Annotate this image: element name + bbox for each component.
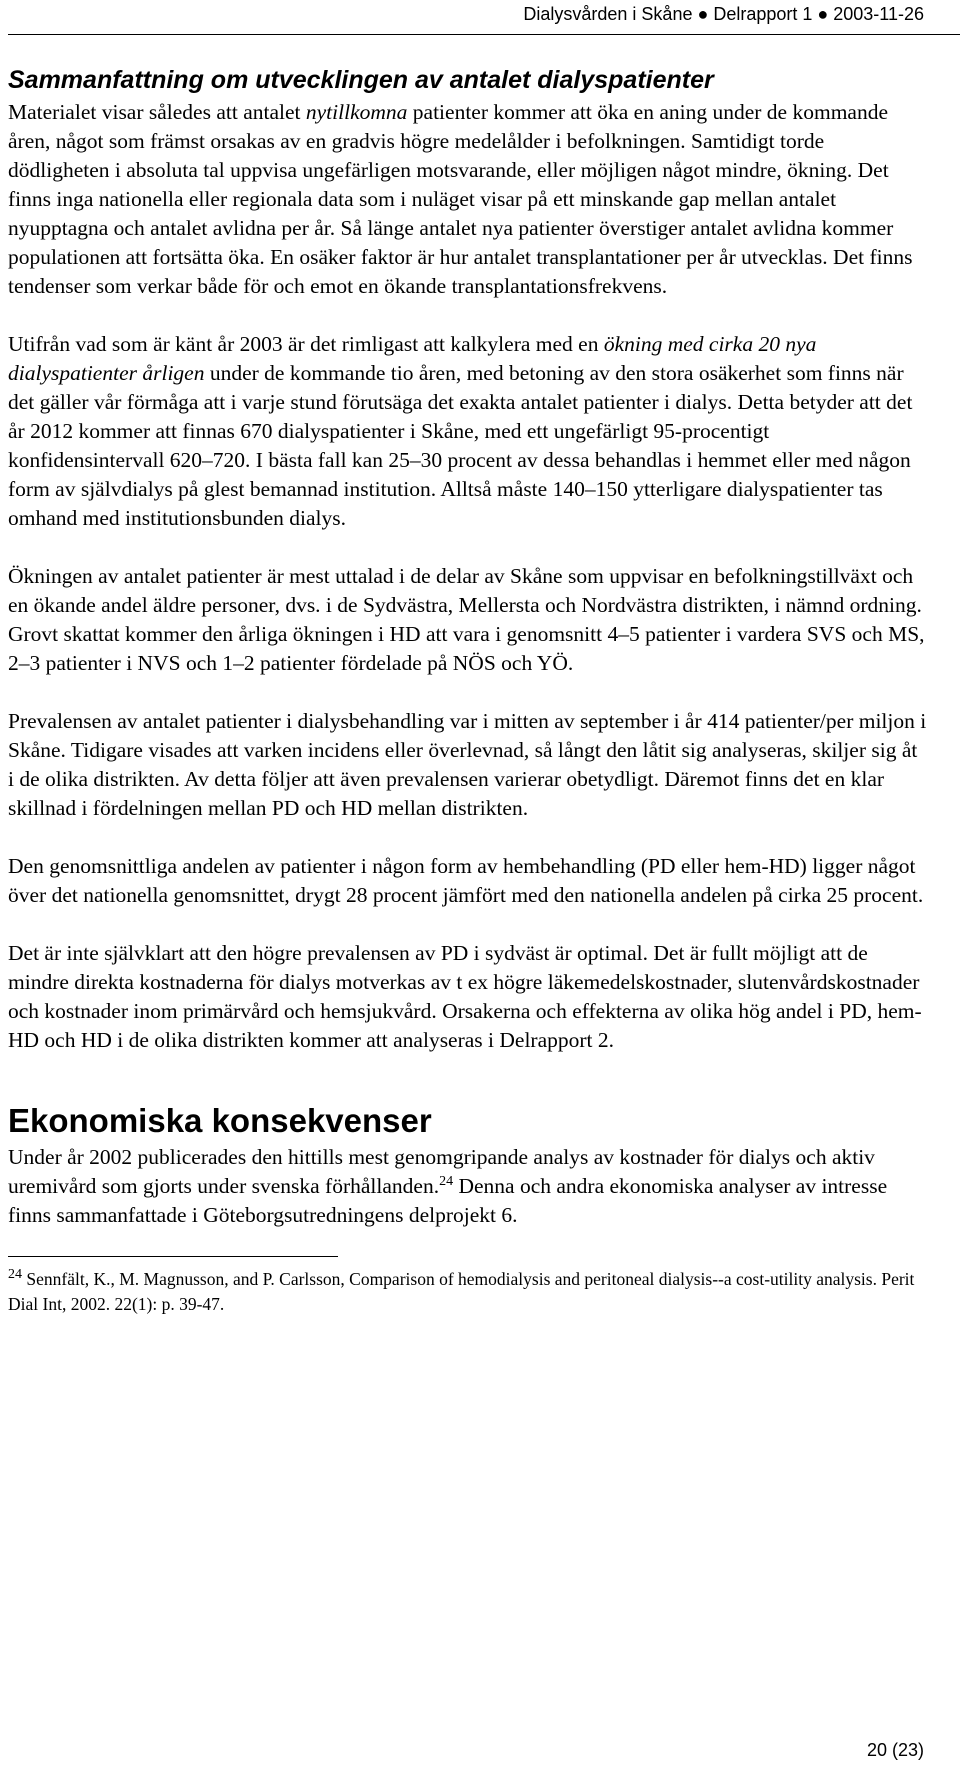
page-number: 20 (23) (866, 1740, 924, 1760)
paragraph-6: Det är inte självklart att den högre prevalensen av PD i sydväst är optimal. Det är fullt möjligt att de mindre direkta kostnaderna för dialys motverkas av t ex högre läkemedelskostnader, slutenvårdskostnader och kostnader inom primärvård och hemsjukvård. Orsakerna och effekterna av olika hög andel i PD, hem-HD och HD i de olika distrikten kommer att analyseras i Delrapport 2. (8, 941, 922, 1052)
paragraph-5: Den genomsnittliga andelen av patienter i någon form av hembehandling (PD eller hem-HD) ligger något över det nationella genomsnittet, drygt 28 procent jämfört med den nationella andelen på cirka 25 procent. (8, 854, 924, 907)
chapter-paragraph-1-text-b: Denna och andra ekonomiska analyser av intresse finns sammanfattade i Göteborgsutredningens delprojekt 6. (8, 1174, 888, 1227)
paragraph-2-emphasis: ökning med cirka 20 nya dialyspatienter årligen (8, 332, 817, 385)
footnote-text: Sennfält, K., M. Magnusson, and P. Carlsson, Comparison of hemodialysis and peritoneal dialysis--a cost-utility analysis. Perit Dial Int, 2002. 22(1): p. 39-47. (8, 1269, 915, 1314)
paragraph-2-text-c: under de kommande tio åren, med betoning av den stora osäkerhet som finns när det gäller vår förmåga att i varje stund förutsäga det exakta antalet patienter i dialys. Detta betyder att det år 2012 kommer att finnas 670 dialyspatienter i Skåne, med ett ungefärligt 95-procentigt konfidensintervall 620–720. I bästa fall kan 25–30 procent av dessa behandlas i hemmet eller med någon form av självdialys på glest bemannad institution. Alltså måste 140–150 ytterligare dialyspatienter tas omhand med institutionsbunden dialys. (8, 361, 913, 530)
paragraph-1-text-a: Materialet visar således att antalet (8, 100, 306, 124)
footnote-number: 24 (8, 1267, 22, 1283)
paragraph-2 (8, 330, 928, 533)
paragraph-2-text-a: Utifrån vad som är känt år 2003 är det rimligast att kalkylera med en (8, 332, 604, 356)
paragraph-1 (8, 98, 928, 301)
running-header: Dialysvården i Skåne ● Delrapport 1 ● 2003-11-26 (523, 4, 924, 24)
section-heading: Sammanfattning om utvecklingen av antalet dialyspatienter (8, 66, 714, 94)
paragraph-3: Ökningen av antalet patienter är mest uttalad i de delar av Skåne som uppvisar en befolkningstillväxt och en ökande andel äldre personer, dvs. i de Sydvästra, Mellersta och Nordvästra distrikten, i nämnd ordning. Grovt skattat kommer den årliga ökningen i HD att vara i genomsnitt 4–5 patienter i vardera SVS och MS, 2–3 patienter i NVS och 1–2 patienter fördelade på NÖS och YÖ. (8, 564, 925, 675)
paragraph-1-text-c: patienter kommer att öka en aning under de kommande åren, något som främst orsakas av en gradvis högre medelålder i befolkningen. Samtidigt torde dödligheten i absoluta tal uppvisa ungefärligen motsvarande, eller möjligen något mindre, ökning. Det finns inga nationella eller regionala data som i nuläget visar på ett minskande gap mellan antalet nyupptagna och antalet avlidna per år. Så länge antalet nya patienter överstiger antalet avlidna kommer populationen att fortsätta öka. En osäker faktor är hur antalet transplantationer per år utvecklas. Det finns tendenser som verkar både för och emot en ökande transplantationsfrekvens. (8, 100, 913, 298)
footnote-rule (8, 1256, 338, 1257)
paragraph-4: Prevalensen av antalet patienter i dialysbehandling var i mitten av september i år 414 patienter/per miljon i Skåne. Tidigare visades att varken incidens eller överlevnad, så långt den låtit sig analyseras, skiljer sig åt i de olika distrikten. Av detta följer att även prevalensen varierar obetydligt. Däremot finns det en klar skillnad i fördelningen mellan PD och HD mellan distrikten. (8, 709, 927, 820)
chapter-paragraph-1 (8, 1143, 928, 1230)
page-content (8, 64, 928, 1317)
paragraph-1-emphasis: nytillkomna (305, 100, 408, 124)
footnote (8, 1267, 928, 1317)
chapter-paragraph-1-text-a: Under år 2002 publicerades den hittills mest genomgripande analys av kostnader för dialys och aktiv uremivård som gjorts under svenska förhållanden. (8, 1145, 875, 1198)
chapter-heading: Ekonomiska konsekvenser (8, 1102, 432, 1139)
header-rule (8, 34, 960, 35)
footnote-reference: 24 (439, 1173, 454, 1189)
